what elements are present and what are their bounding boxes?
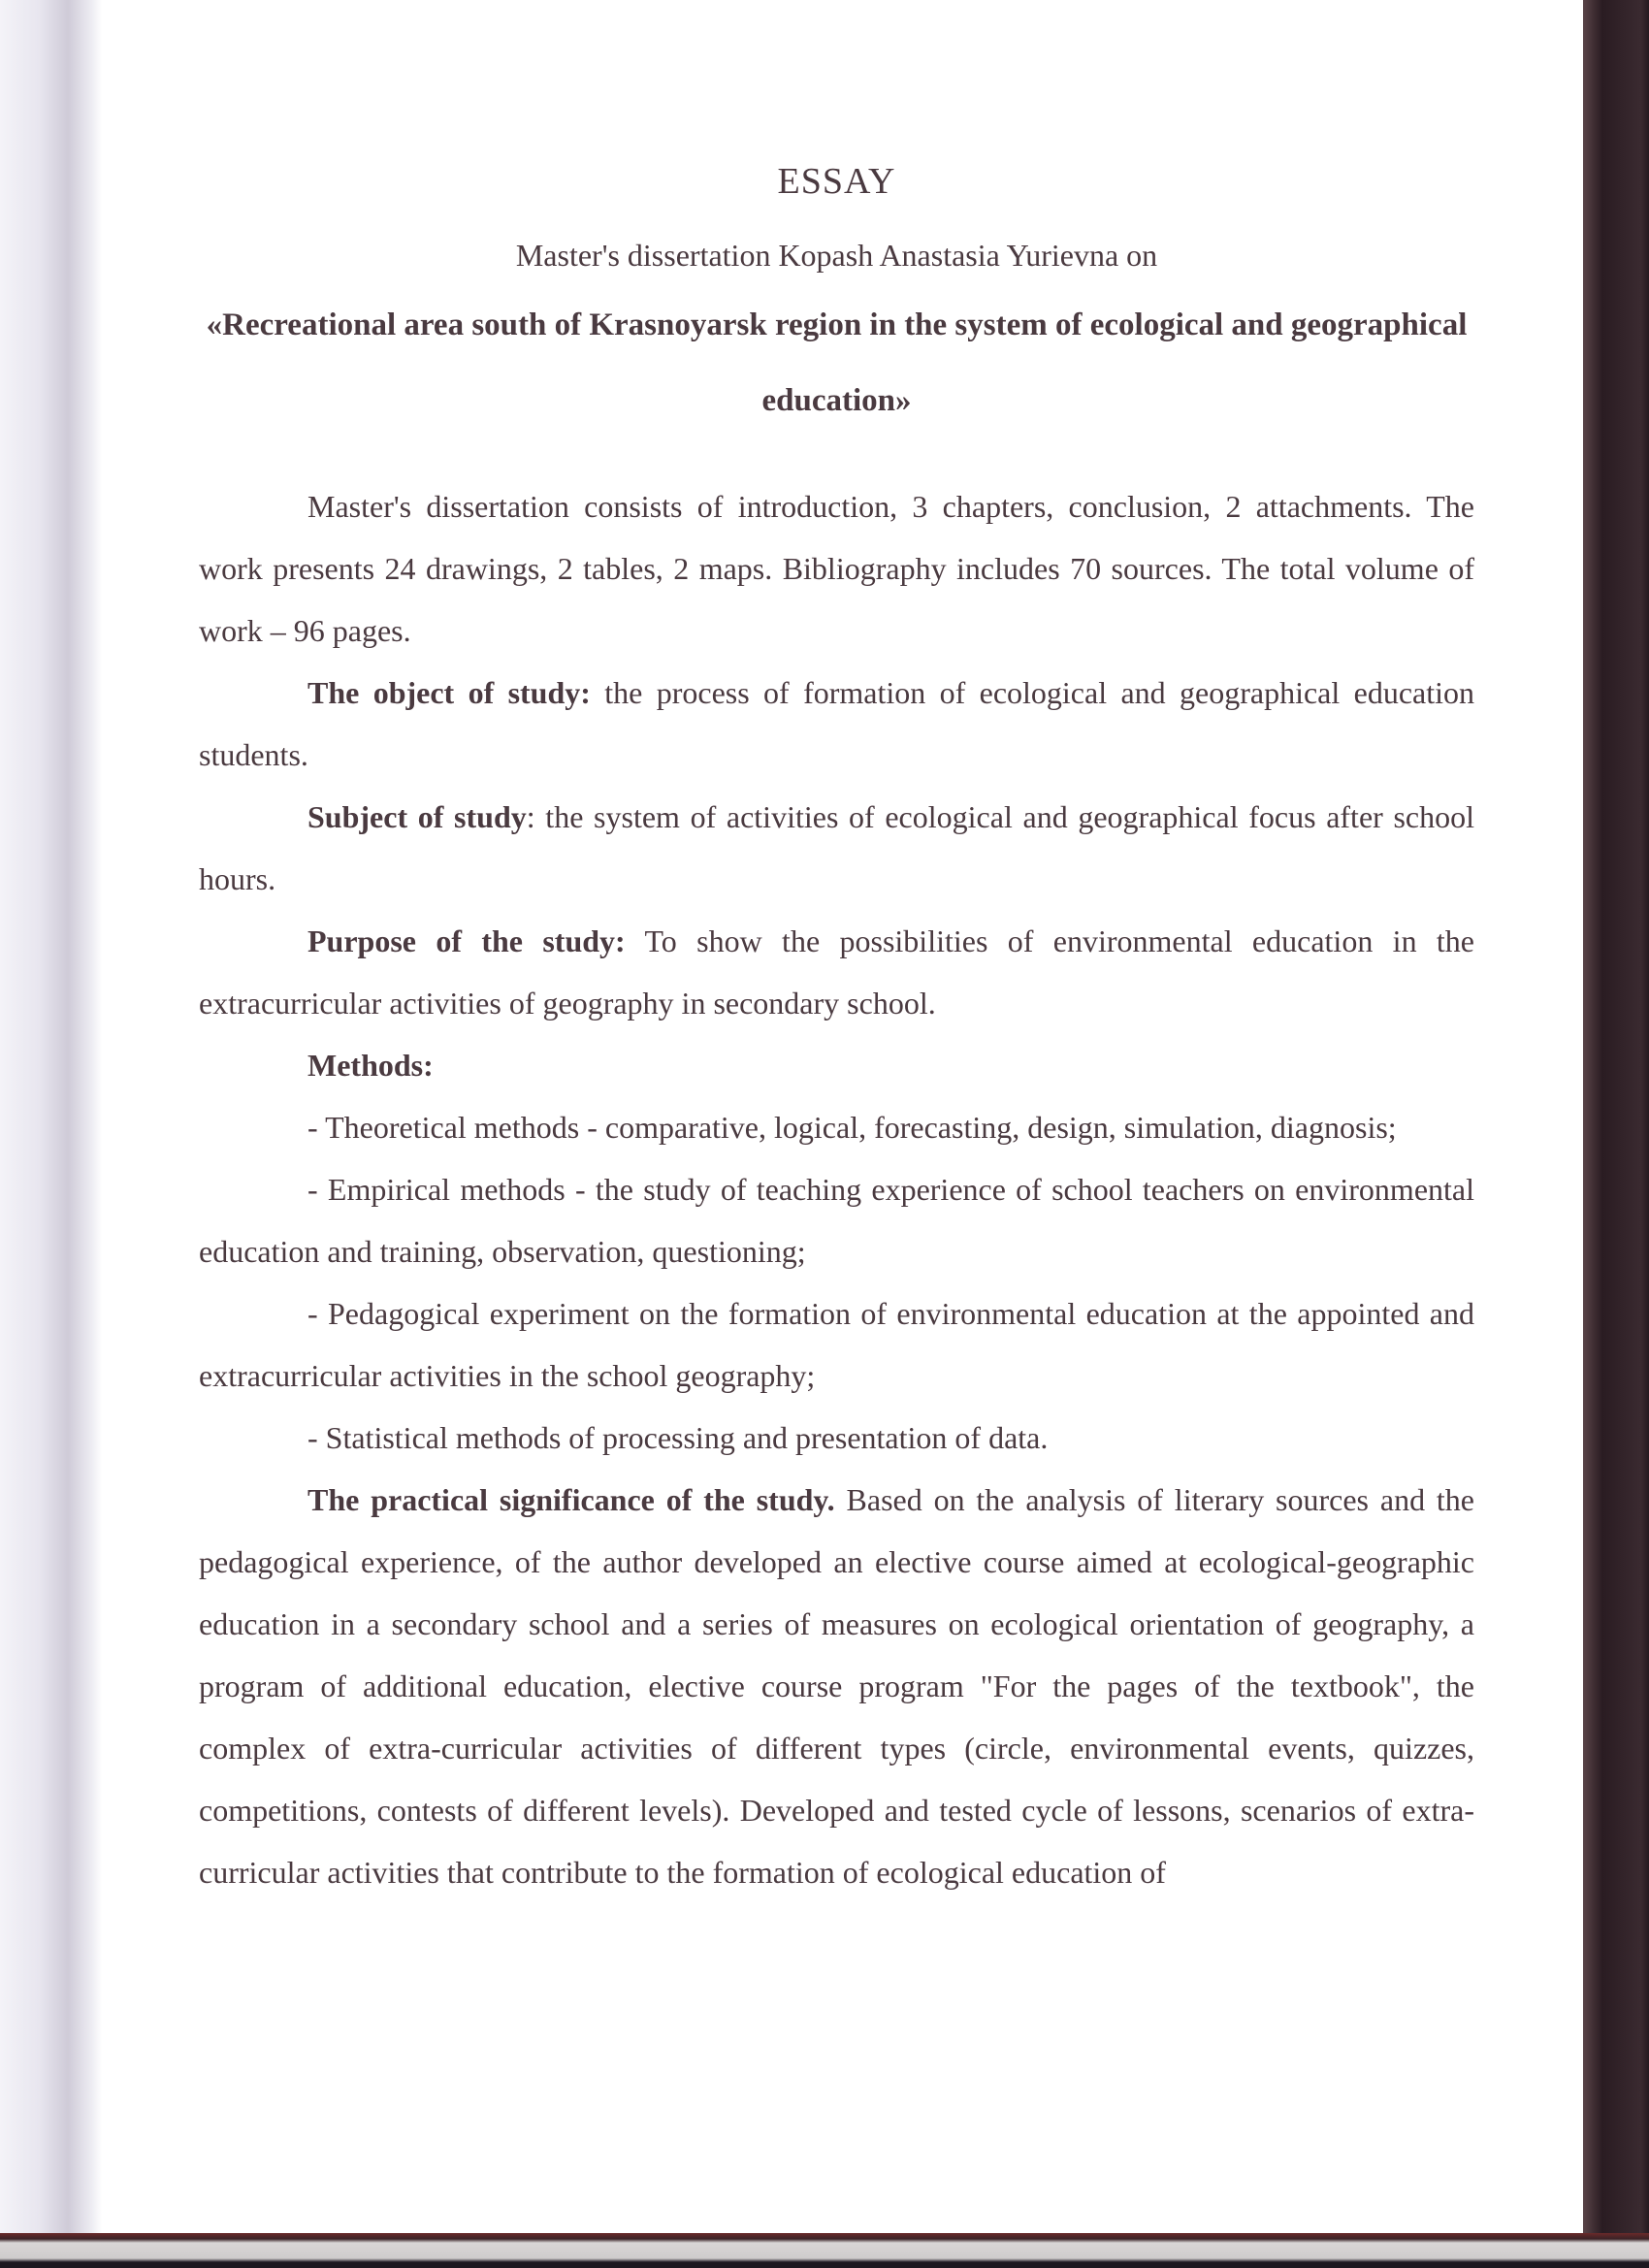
significance-label: The practical significance of the study. (307, 1482, 835, 1517)
method-item: - Theoretical methods - comparative, logical, forecasting, design, simulation, diagnosis; (307, 1110, 1397, 1145)
object-paragraph (199, 662, 1474, 786)
methods-label: Methods: (307, 1048, 434, 1083)
document-subtitle: Master's dissertation Kopash Anastasia Yurievna on (515, 238, 1158, 273)
method-item: - Empirical methods - the study of teaching experience of school teachers on environmental education and training, observation, questioning; (199, 1172, 1474, 1269)
method-item: - Pedagogical experiment on the formation of environmental education at the appointed and extracurricular activities in the school geography; (199, 1296, 1474, 1393)
intro-paragraph: Master's dissertation consists of introduction, 3 chapters, conclusion, 2 attachments. The work presents 24 drawings, 2 tables, 2 maps. Bibliography includes 70 sources. The total volume of work – 96 pages. (199, 489, 1474, 648)
purpose-paragraph (199, 910, 1474, 1034)
scanner-bottom-edge (0, 2233, 1649, 2268)
document-body (199, 475, 1474, 1903)
object-text: the process of formation of ecological and geographical education students. (199, 675, 1475, 772)
method-item: - Statistical methods of processing and presentation of data. (307, 1420, 1049, 1455)
document-title: ESSAY (777, 161, 896, 202)
significance-text: Based on the analysis of literary sources and the pedagogical experience, of the author developed an elective course aimed at ecological-geographic education in a secondary school and a series of measures on ecological orientation of geography, a program of additional education, elective course program "For the pages of the textbook", the complex of extra-curricular activities of different types (circle, environmental events, quizzes, competitions, contests of different levels). Developed and tested cycle of lessons, scenarios of extra-curricular activities that contribute to the formation of ecological education of (199, 1482, 1475, 1890)
object-label: The object of study: (307, 675, 591, 710)
subject-label: Subject of study (307, 799, 527, 834)
book-spine-shadow (0, 0, 102, 2268)
thesis-title: «Recreational area south of Krasnoyarsk region in the system of ecological and geographical education» (206, 308, 1468, 418)
subject-paragraph (199, 786, 1474, 910)
subject-text: : the system of activities of ecological and geographical focus after school hours. (199, 799, 1475, 896)
purpose-text: To show the possibilities of environmental education in the extracurricular activities of geography in secondary school. (199, 923, 1475, 1021)
purpose-label: Purpose of the study: (307, 923, 626, 958)
methods-heading (199, 1034, 1474, 1096)
scanner-edge (1583, 0, 1649, 2268)
significance-paragraph (199, 1469, 1474, 1903)
